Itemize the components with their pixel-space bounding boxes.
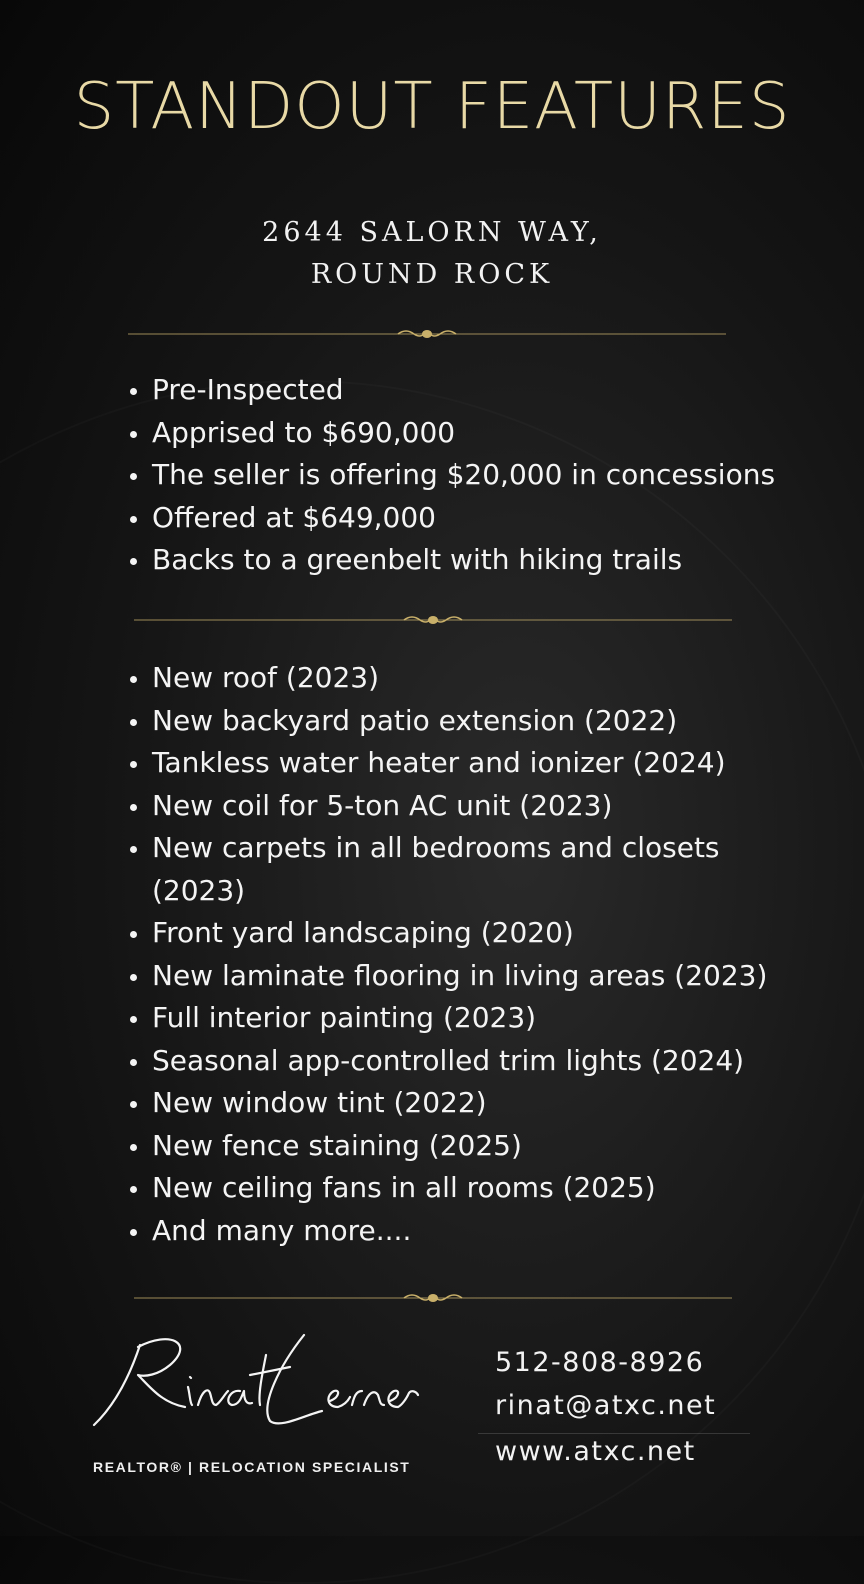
list-item: Full interior painting (2023) <box>124 997 804 1040</box>
list-item: New roof (2023) <box>124 657 804 700</box>
list-item: New window tint (2022) <box>124 1082 804 1125</box>
list-item: And many more.... <box>124 1210 804 1253</box>
upgrades-list <box>124 657 804 1252</box>
agent-credential: REALTOR® | RELOCATION SPECIALIST <box>93 1459 411 1475</box>
highlights-list <box>124 369 804 582</box>
agent-signature <box>90 1325 420 1435</box>
ornament-divider-1 <box>128 327 726 341</box>
page-title: STANDOUT FEATURES <box>73 70 791 144</box>
list-item: Offered at $649,000 <box>124 497 804 540</box>
list-item: New laminate flooring in living areas (2023) <box>124 955 804 998</box>
list-item: Front yard landscaping (2020) <box>124 912 804 955</box>
ornament-divider-2 <box>134 613 732 627</box>
list-item: Apprised to $690,000 <box>124 412 804 455</box>
list-item: New carpets in all bedrooms and closets (2023) <box>124 827 804 912</box>
contact-divider <box>478 1433 750 1434</box>
address-line-1: 2644 SALORN WAY, <box>262 217 602 248</box>
list-item: Seasonal app-controlled trim lights (2024) <box>124 1040 804 1083</box>
agent-website[interactable]: www.atxc.net <box>495 1436 696 1467</box>
ornament-divider-3 <box>134 1291 732 1305</box>
address-line-2: ROUND ROCK <box>310 259 554 290</box>
agent-email[interactable]: rinat@atxc.net <box>495 1390 717 1421</box>
agent-phone[interactable]: 512-808-8926 <box>495 1347 705 1378</box>
list-item: New backyard patio extension (2022) <box>124 700 804 743</box>
list-item: Backs to a greenbelt with hiking trails <box>124 539 804 582</box>
list-item: New coil for 5-ton AC unit (2023) <box>124 785 804 828</box>
list-item: Pre-Inspected <box>124 369 804 412</box>
list-item: New ceiling fans in all rooms (2025) <box>124 1167 804 1210</box>
list-item: New fence staining (2025) <box>124 1125 804 1168</box>
list-item: Tankless water heater and ionizer (2024) <box>124 742 804 785</box>
property-address <box>0 212 864 296</box>
list-item: The seller is offering $20,000 in concessions <box>124 454 804 497</box>
